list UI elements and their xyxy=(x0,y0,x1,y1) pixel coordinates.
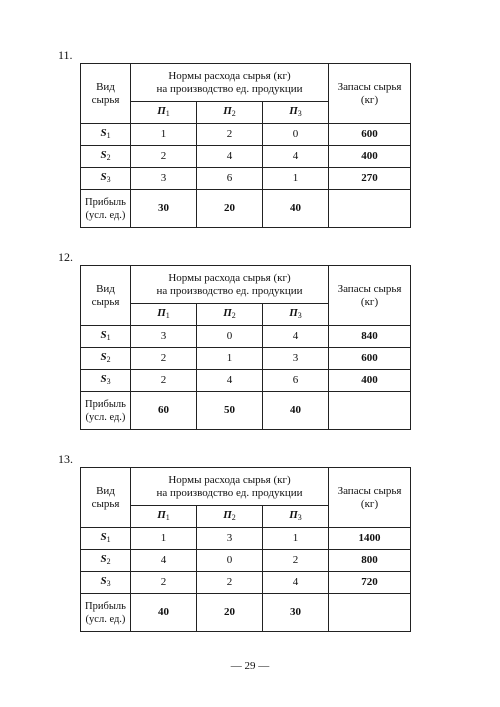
norm-cell: 2 xyxy=(131,572,197,594)
resource-label xyxy=(81,326,131,348)
cell-text: 3 xyxy=(297,513,302,522)
cell-text: Нормы расхода сырья (кг) xyxy=(168,271,291,284)
cell-text: Вид xyxy=(96,484,115,497)
cell-text: П xyxy=(289,105,298,117)
norm-cell: 4 xyxy=(131,550,197,572)
problem-number: 13. xyxy=(58,452,73,466)
cell-text: S xyxy=(100,531,107,543)
cell-text: 3 xyxy=(106,175,111,184)
cell-text: Вид xyxy=(96,282,115,295)
table-row xyxy=(81,370,411,392)
problem-number: 11. xyxy=(58,48,73,62)
cell-text: 3 xyxy=(297,109,302,118)
cell-text: S xyxy=(100,127,107,139)
resource-label xyxy=(81,124,131,146)
norm-cell: 6 xyxy=(197,168,263,190)
table-row xyxy=(81,146,411,168)
page-number: — 29 — xyxy=(230,660,270,672)
profit-label xyxy=(81,190,131,228)
norm-cell: 1 xyxy=(263,168,329,190)
resource-label xyxy=(81,550,131,572)
cell-text: на производство ед. продукции xyxy=(156,284,303,297)
empty-cell xyxy=(329,392,411,430)
profit-label xyxy=(81,392,131,430)
cell-text: S xyxy=(100,351,107,363)
norm-cell: 1 xyxy=(197,348,263,370)
norm-cell: 1 xyxy=(263,528,329,550)
table-row xyxy=(81,528,411,550)
table-row xyxy=(81,572,411,594)
cell-text: 1 xyxy=(165,311,170,320)
cell-text: Прибыль xyxy=(85,196,126,208)
cell-text: 1 xyxy=(106,535,111,544)
cell-text: 1 xyxy=(165,109,170,118)
header-resource-type xyxy=(81,468,131,528)
stock-cell: 720 xyxy=(329,572,411,594)
stock-cell: 600 xyxy=(329,348,411,370)
resource-label xyxy=(81,348,131,370)
cell-text: 3 xyxy=(106,579,111,588)
header-norms xyxy=(131,266,329,304)
stock-cell: 800 xyxy=(329,550,411,572)
norm-cell: 0 xyxy=(197,550,263,572)
cell-text: S xyxy=(100,149,107,161)
cell-text: S xyxy=(100,329,107,341)
norm-cell: 1 xyxy=(131,124,197,146)
profit-row xyxy=(81,392,411,430)
norm-cell: 3 xyxy=(131,326,197,348)
cell-text: 1 xyxy=(165,513,170,522)
header-product-2 xyxy=(197,304,263,326)
cell-text: Запасы сырья xyxy=(337,80,402,93)
cell-text: на производство ед. продукции xyxy=(156,82,303,95)
resource-table xyxy=(80,63,411,228)
cell-text: П xyxy=(157,307,166,319)
resource-table xyxy=(80,265,411,430)
cell-text: П xyxy=(157,105,166,117)
cell-text: (усл. ед.) xyxy=(85,411,126,423)
cell-text: 3 xyxy=(106,377,111,386)
cell-text: сырья xyxy=(91,497,120,510)
profit-cell: 60 xyxy=(131,392,197,430)
norm-cell: 2 xyxy=(131,146,197,168)
norm-cell: 4 xyxy=(197,370,263,392)
header-product-3 xyxy=(263,506,329,528)
cell-text: 2 xyxy=(231,109,236,118)
norm-cell: 4 xyxy=(263,572,329,594)
cell-text: 2 xyxy=(231,311,236,320)
cell-text: П xyxy=(157,509,166,521)
cell-text: Запасы сырья xyxy=(337,282,402,295)
header-norms xyxy=(131,64,329,102)
profit-row xyxy=(81,594,411,632)
header-product-3 xyxy=(263,304,329,326)
norm-cell: 2 xyxy=(263,550,329,572)
cell-text: 2 xyxy=(106,153,111,162)
norm-cell: 2 xyxy=(197,572,263,594)
table-row xyxy=(81,168,411,190)
cell-text: Нормы расхода сырья (кг) xyxy=(168,69,291,82)
cell-text: Запасы сырья xyxy=(337,484,402,497)
header-stock xyxy=(329,266,411,326)
header-resource-type xyxy=(81,64,131,124)
profit-cell: 40 xyxy=(263,392,329,430)
cell-text: Вид xyxy=(96,80,115,93)
header-product-1 xyxy=(131,102,197,124)
cell-text: П xyxy=(223,105,232,117)
resource-label xyxy=(81,146,131,168)
cell-text: 2 xyxy=(106,557,111,566)
cell-text: (кг) xyxy=(360,497,379,510)
norm-cell: 1 xyxy=(131,528,197,550)
header-stock xyxy=(329,64,411,124)
cell-text: S xyxy=(100,575,107,587)
profit-cell: 30 xyxy=(263,594,329,632)
profit-cell: 50 xyxy=(197,392,263,430)
stock-cell: 840 xyxy=(329,326,411,348)
cell-text: Нормы расхода сырья (кг) xyxy=(168,473,291,486)
resource-label xyxy=(81,168,131,190)
cell-text: сырья xyxy=(91,93,120,106)
header-product-2 xyxy=(197,506,263,528)
cell-text: П xyxy=(289,307,298,319)
cell-text: П xyxy=(223,307,232,319)
cell-text: 2 xyxy=(106,355,111,364)
norm-cell: 6 xyxy=(263,370,329,392)
header-product-1 xyxy=(131,506,197,528)
table-row xyxy=(81,124,411,146)
header-product-1 xyxy=(131,304,197,326)
cell-text: на производство ед. продукции xyxy=(156,486,303,499)
profit-cell: 20 xyxy=(197,594,263,632)
resource-label xyxy=(81,370,131,392)
cell-text: 3 xyxy=(297,311,302,320)
stock-cell: 1400 xyxy=(329,528,411,550)
profit-row xyxy=(81,190,411,228)
norm-cell: 2 xyxy=(131,348,197,370)
norm-cell: 4 xyxy=(197,146,263,168)
cell-text: сырья xyxy=(91,295,120,308)
table-row xyxy=(81,550,411,572)
resource-table xyxy=(80,467,411,632)
problem-number: 12. xyxy=(58,250,73,264)
empty-cell xyxy=(329,594,411,632)
norm-cell: 2 xyxy=(131,370,197,392)
header-product-3 xyxy=(263,102,329,124)
cell-text: Прибыль xyxy=(85,398,126,410)
cell-text: (кг) xyxy=(360,93,379,106)
profit-cell: 20 xyxy=(197,190,263,228)
cell-text: 2 xyxy=(231,513,236,522)
cell-text: П xyxy=(289,509,298,521)
cell-text: S xyxy=(100,171,107,183)
norm-cell: 4 xyxy=(263,146,329,168)
norm-cell: 0 xyxy=(263,124,329,146)
profit-cell: 30 xyxy=(131,190,197,228)
cell-text: 1 xyxy=(106,333,111,342)
table-row xyxy=(81,326,411,348)
norm-cell: 3 xyxy=(131,168,197,190)
header-stock xyxy=(329,468,411,528)
header-product-2 xyxy=(197,102,263,124)
cell-text: S xyxy=(100,553,107,565)
norm-cell: 2 xyxy=(197,124,263,146)
norm-cell: 3 xyxy=(197,528,263,550)
norm-cell: 4 xyxy=(263,326,329,348)
norm-cell: 3 xyxy=(263,348,329,370)
cell-text: (кг) xyxy=(360,295,379,308)
header-resource-type xyxy=(81,266,131,326)
cell-text: S xyxy=(100,373,107,385)
header-norms xyxy=(131,468,329,506)
cell-text: П xyxy=(223,509,232,521)
profit-label xyxy=(81,594,131,632)
table-row xyxy=(81,348,411,370)
stock-cell: 400 xyxy=(329,146,411,168)
stock-cell: 400 xyxy=(329,370,411,392)
cell-text: (усл. ед.) xyxy=(85,209,126,221)
empty-cell xyxy=(329,190,411,228)
cell-text: 1 xyxy=(106,131,111,140)
cell-text: (усл. ед.) xyxy=(85,613,126,625)
profit-cell: 40 xyxy=(263,190,329,228)
profit-cell: 40 xyxy=(131,594,197,632)
norm-cell: 0 xyxy=(197,326,263,348)
resource-label xyxy=(81,528,131,550)
stock-cell: 600 xyxy=(329,124,411,146)
cell-text: Прибыль xyxy=(85,600,126,612)
resource-label xyxy=(81,572,131,594)
stock-cell: 270 xyxy=(329,168,411,190)
